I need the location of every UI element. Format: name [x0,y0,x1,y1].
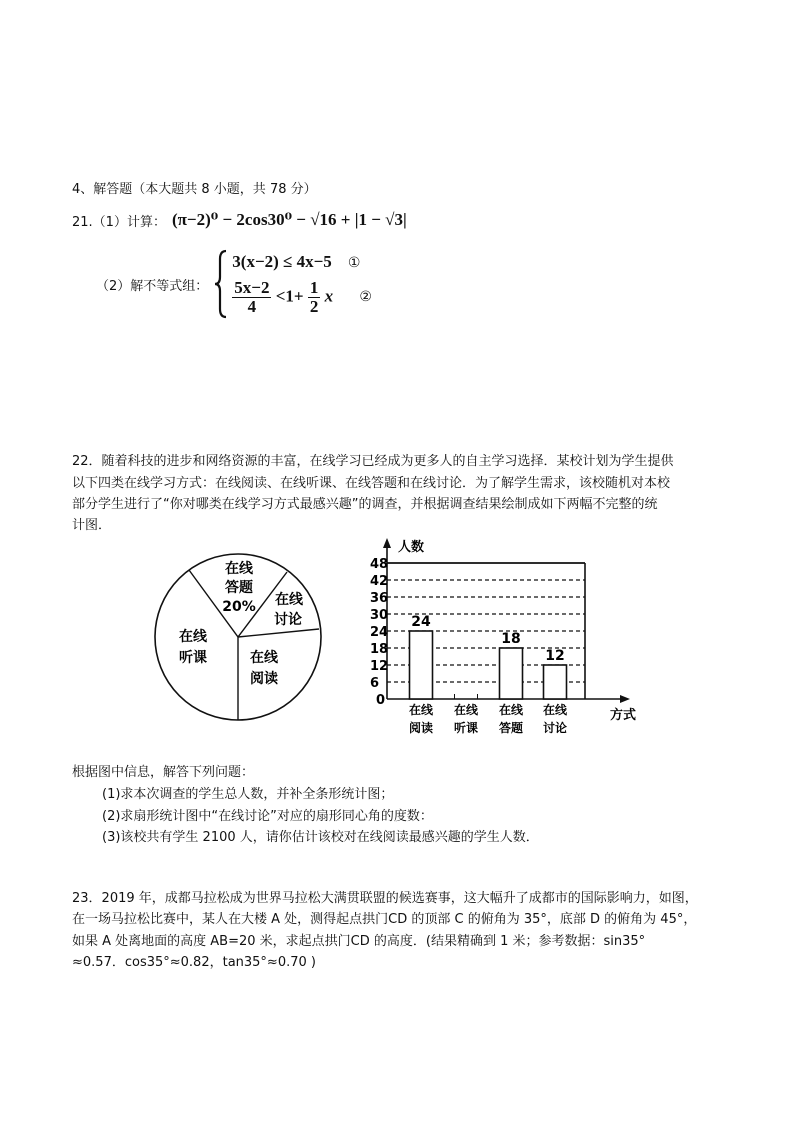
pie-label: 讨论 [274,612,302,628]
y-tick-label: 24 [370,625,389,640]
bar-value-label: 12 [545,648,565,664]
y-axis-label: 人数 [398,540,425,555]
bar [544,665,567,699]
q21-part2 [96,248,372,320]
x-tick-label: 在线 [453,703,479,717]
x-tick-label: 在线 [498,703,524,717]
brace-symbol [214,249,228,319]
bar [500,648,523,699]
y-axis-arrow [383,538,391,548]
x-tick-label: 在线 [542,703,568,717]
q23-line: 在一场马拉松比赛中，某人在大楼 A 处，测得起点拱门CD 的顶部 C 的俯角为 35°，底部 D 的俯角为 45°， [72,912,697,927]
y-tick-label: 18 [370,642,389,657]
y-tick-label: 0 [376,693,386,708]
q22-line: 22．随着科技的进步和网络资源的丰富，在线学习已经成为更多人的自主学习选择．某校计划为学生提供 [72,454,674,469]
bar-value-label: 18 [501,631,521,647]
inequality-system [232,252,372,316]
q22-line: 以下四类在线学习方式：在线阅读、在线听课、在线答题和在线讨论．为了解学生需求，该校随机对本校 [72,476,671,491]
q22-question: (3)该校共有学生 2100 人，请你估计该校对在线阅读最感兴趣的学生人数． [102,830,539,845]
bar-chart [370,538,636,735]
y-tick-label: 6 [370,676,380,691]
q22-question: (1)求本次调查的学生总人数，并补全条形统计图； [102,787,394,802]
pie-label: 在线 [275,592,303,608]
pie-label: 在线 [179,629,207,645]
pie-label: 阅读 [250,671,278,687]
y-tick-label: 12 [370,659,389,674]
x-tick-label: 阅读 [408,721,434,735]
pie-label: 在线 [250,650,278,666]
pie-label: 答题 [225,580,253,596]
q21-part1-label: 21.（1）计算： [72,214,166,230]
pie-slice-border [238,629,319,637]
q22-prompt: 根据图中信息，解答下列问题： [72,765,255,780]
y-tick-label: 42 [370,574,389,589]
pie-pct-label: 20% [222,599,256,615]
y-tick-label: 30 [370,608,389,623]
q22-line: 部分学生进行了“你对哪类在线学习方式最感兴趣”的调查，并根据调查结果绘制成如下两幅不完整的统 [72,497,658,512]
q21-part1-expression: (π−2)⁰ − 2cos30⁰ − √16 + |1 − √3| [171,210,407,229]
x-tick-label: 讨论 [542,721,568,735]
q22-line: 计图． [72,518,112,533]
inequality-1: 3(x−2) ≤ 4x−5 ① [232,252,361,271]
pie-label: 听课 [179,650,207,666]
q23-line: ≈0.57．cos35°≈0.82，tan35°≈0.70 ) [72,955,316,970]
y-tick-label: 36 [370,591,389,606]
x-tick-label: 答题 [498,721,524,735]
charts [0,530,794,750]
bar [410,631,433,699]
x-axis-label: 方式 [610,708,637,723]
bar-value-label: 24 [411,614,431,630]
q23-line: 如果 A 处离地面的高度 AB=20 米，求起点拱门CD 的高度．(结果精确到 1 米；参考数据：sin35° [72,934,646,949]
y-tick-label: 48 [370,557,389,572]
x-tick-label: 在线 [408,703,434,717]
q21-part1 [72,208,407,232]
q23-line: 23．2019 年，成都马拉松成为世界马拉松大满贯联盟的候选赛事，这大幅升了成都市的国际影响力，如图， [72,891,698,906]
x-tick-label: 听课 [453,721,479,735]
q22-question: (2)求扇形统计图中“在线讨论”对应的扇形同心角的度数： [102,809,433,824]
pie-label: 在线 [225,561,253,577]
x-axis-arrow [620,695,630,703]
pie-chart [155,554,321,720]
section-title: 4、解答题（本大题共 8 小题，共 78 分） [72,182,317,197]
q21-part2-label: （2）解不等式组： [96,278,209,294]
inequality-2: $\frac{5x-2}{4}$ <1+ $\frac{1}{2}$ x ② [234,278,372,316]
